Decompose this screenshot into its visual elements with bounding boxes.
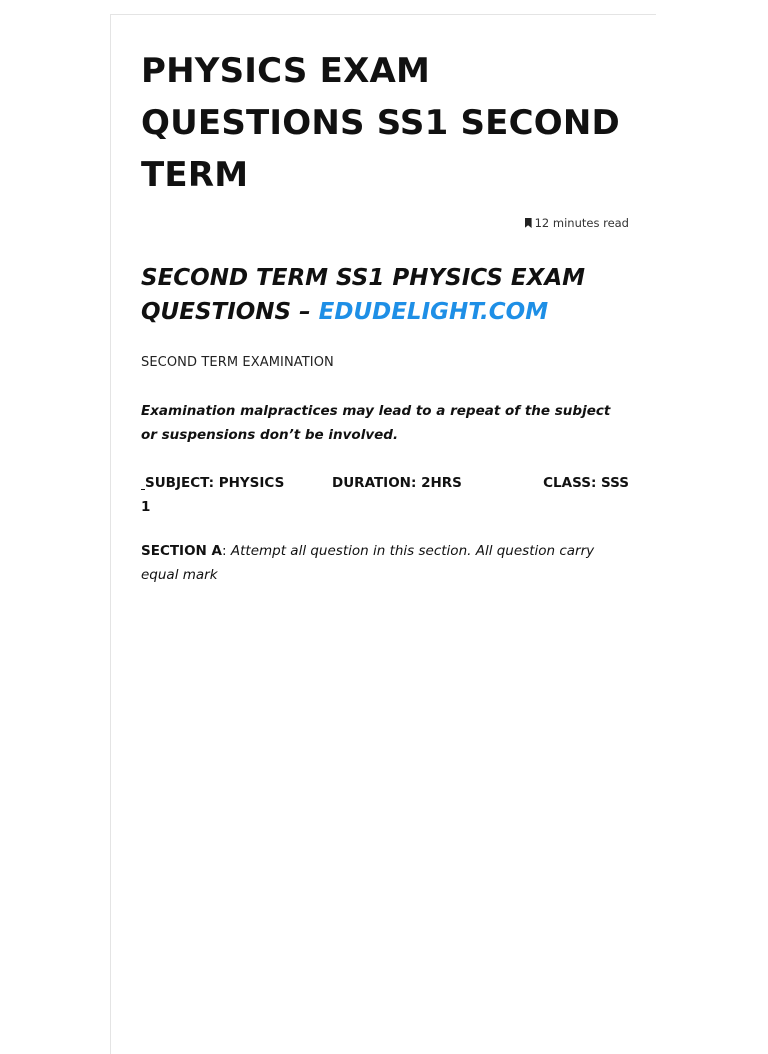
exam-label: SECOND TERM EXAMINATION	[141, 355, 334, 370]
edudelight-link[interactable]: EDUDELIGHT.COM	[318, 299, 549, 325]
subtitle-text: SECOND TERM SS1 PHYSICS EXAM QUESTIONS –	[141, 265, 586, 325]
malpractice-warning: Examination malpractices may lead to a repeat of the subject or suspensions don’t be involved.	[141, 403, 611, 443]
page-title: PHYSICS EXAM QUESTIONS SS1 SECOND TERM	[141, 51, 620, 195]
section-colon: :	[222, 543, 227, 559]
article-subtitle	[141, 261, 629, 329]
section-label: SECTION A	[141, 543, 223, 559]
bookmark-icon	[525, 218, 532, 228]
subject-label: SUBJECT: PHYSICS	[145, 475, 285, 491]
read-time-text: 12 minutes read	[534, 216, 629, 230]
article-content	[141, 45, 629, 587]
duration-label: DURATION: 2HRS	[332, 475, 462, 491]
class-label: CLASS: SSS	[543, 475, 629, 491]
exam-info-row	[141, 471, 629, 519]
class-suffix: 1	[141, 499, 151, 515]
section-instruction: Attempt all question in this section. All question carry equal mark	[141, 543, 595, 583]
section-a-instructions	[141, 539, 629, 587]
read-time-meta	[141, 215, 629, 231]
article-card	[110, 14, 656, 1054]
